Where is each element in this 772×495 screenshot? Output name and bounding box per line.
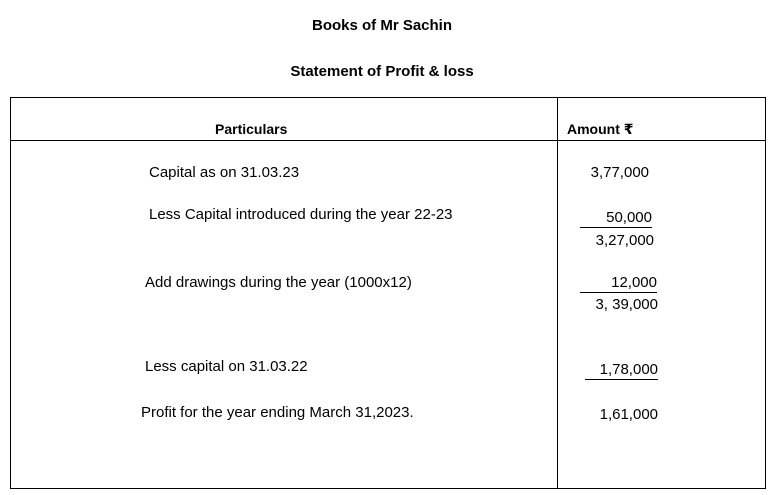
amount-capital-introduced: 50,000 [580, 209, 652, 228]
particular-drawings: Add drawings during the year (1000x12) [145, 274, 412, 291]
amount-capital-closing: 3,77,000 [590, 164, 649, 181]
amount-profit: 1,61,000 [599, 406, 658, 423]
column-header-amount: Amount ₹ [567, 121, 634, 137]
particular-profit: Profit for the year ending March 31,2023. [141, 404, 414, 421]
particular-capital-introduced: Less Capital introduced during the year 22-23 [149, 206, 453, 223]
column-divider [557, 98, 558, 488]
subtotal-after-capital-introduced: 3,27,000 [595, 232, 654, 249]
header-divider [11, 140, 765, 141]
amount-drawings: 12,000 [580, 274, 657, 293]
subtotal-after-drawings: 3, 39,000 [595, 296, 658, 313]
column-header-particulars: Particulars [215, 121, 288, 137]
statement-title: Statement of Profit & loss [290, 63, 474, 80]
document-title: Books of Mr Sachin [311, 17, 453, 34]
particular-capital-opening: Less capital on 31.03.22 [145, 358, 308, 375]
particular-capital-closing: Capital as on 31.03.23 [149, 164, 300, 181]
amount-capital-opening: 1,78,000 [585, 361, 658, 380]
statement-table [10, 97, 766, 489]
